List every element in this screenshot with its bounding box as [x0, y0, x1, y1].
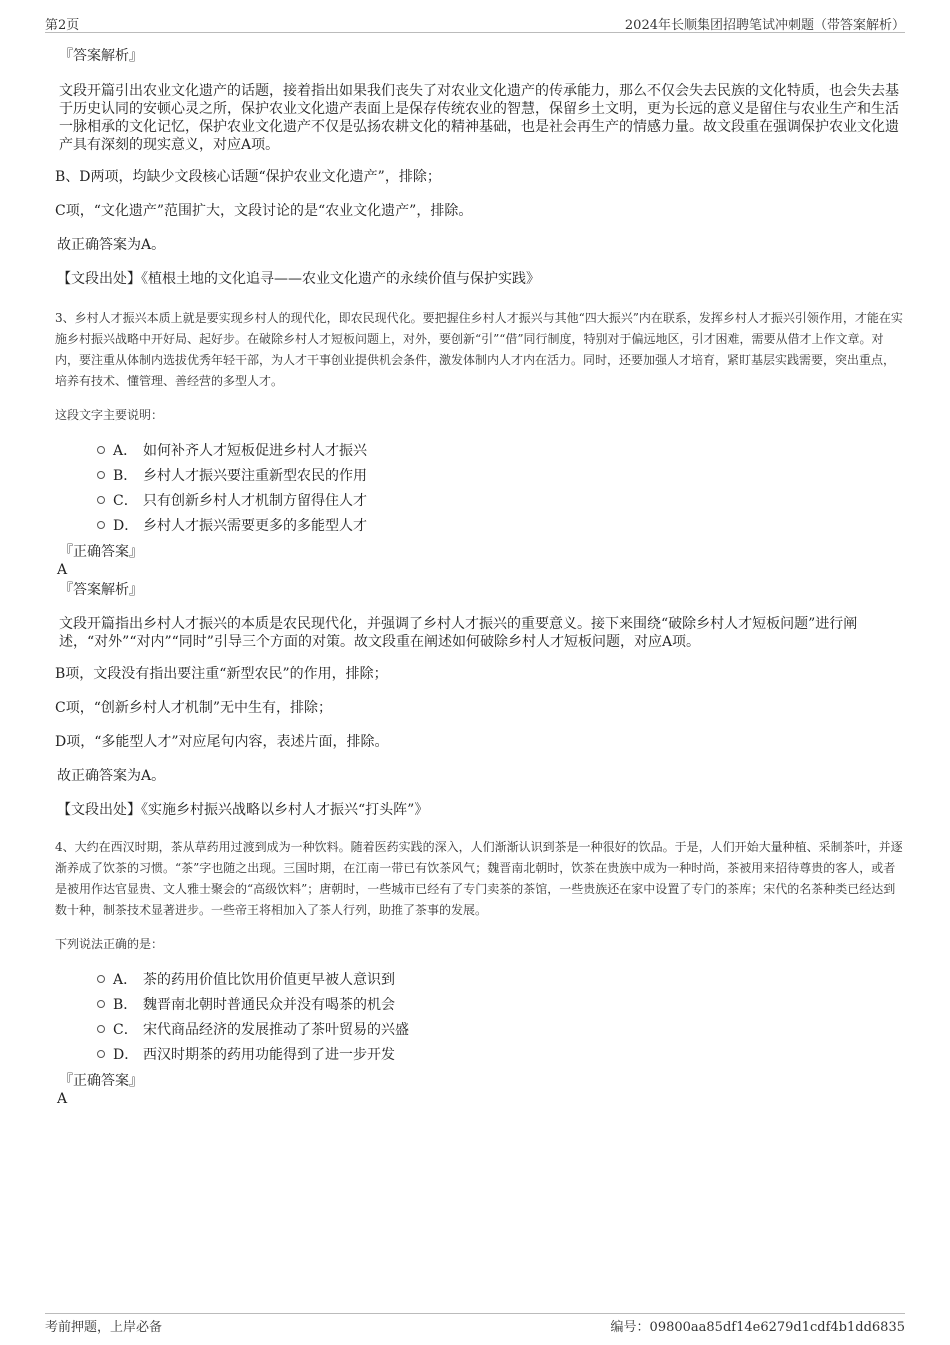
document-title: 2024年长顺集团招聘笔试冲刺题（带答案解析）	[624, 18, 905, 33]
question-3-prompt: 这段文字主要说明：	[55, 408, 164, 422]
question-4-passage: 4、大约在西汉时期，茶从草药用过渡到成为一种饮料。随着医药实践的深入，人们渐渐认识到茶是一种很好的饮品。于是，人们开始大量种植、采制茶叶，并逐渐养成了饮茶的习惯。“茶”字也随之出现。三国时期，在江南一带已有饮茶风气；魏晋南北朝时，饮茶在贵族中成为一种时尚，茶被用来招待尊贵的客人，或者是被用作达官显贵、文人雅士聚会的“高级饮料”；唐朝时，一些城市已经有了专门卖茶的茶馆，一些贵族还在家中设置了专门的茶库；宋代的名茶种类已经达到数十种，制茶技术显著进步。一些帝王将相加入了茶人行列，助推了茶事的发展。	[55, 840, 903, 917]
analysis-text: 文段开篇指出乡村人才振兴的本质是农民现代化，并强调了乡村人才振兴的重要意义。接下来围绕“破除乡村人才短板问题”进行阐述，“对外”“对内”“同时”引导三个方面的对策。故文段重在阐述如何破除乡村人才短板问题，对应A项。	[59, 616, 858, 650]
question-3-passage: 3、乡村人才振兴本质上就是要实现乡村人的现代化，即农民现代化。要把握住乡村人才振兴与其他“四大振兴”内在联系，发挥乡村人才振兴引领作用，才能在实施乡村振兴战略中开好局、起好步。在破除乡村人才短板问题上，对外，要创新“引”“借”同行制度，特别对于偏远地区，引才困难，需要从借才上作文章。对内，要注重从体制内选拔优秀年轻干部，为人才干事创业提供机会条件，激发体制内人才内在活力。同时，还要加强人才培育，紧盯基层实践需要，突出重点，培养有技术、懂管理、善经营的多型人才。	[55, 311, 903, 388]
analysis-c: C项，“文化遗产”范围扩大，文段讨论的是“农业文化遗产”，排除。	[55, 203, 473, 219]
option-text: 如何补齐人才短板促进乡村人才振兴	[143, 442, 367, 459]
radio-button-icon[interactable]	[97, 446, 105, 454]
radio-button-icon[interactable]	[97, 471, 105, 479]
question-4-prompt: 下列说法正确的是：	[55, 937, 164, 951]
analysis-c: C项，“创新乡村人才机制”无中生有，排除；	[55, 700, 333, 716]
option-letter: A．	[113, 971, 138, 988]
option-text: 魏晋南北朝时普通民众并没有喝茶的机会	[143, 996, 395, 1013]
correct-answer: A	[57, 1091, 68, 1107]
source-citation: 【文段出处】《植根土地的文化追寻——农业文化遗产的永续价值与保护实践》	[57, 271, 540, 287]
footer-slogan: 考前押题，上岸必备	[45, 1320, 163, 1335]
analysis-label: 『答案解析』	[59, 48, 143, 64]
option-text: 乡村人才振兴要注重新型农民的作用	[143, 467, 367, 484]
option-text: 宋代商品经济的发展推动了茶叶贸易的兴盛	[143, 1021, 409, 1038]
document-code: 编号：09800aa85df14e6279d1cdf4b1dd6835	[610, 1320, 905, 1335]
correct-answer-label: 『正确答案』	[59, 544, 143, 560]
analysis-label: 『答案解析』	[59, 582, 143, 598]
option-letter: D．	[113, 1046, 139, 1063]
source-citation: 【文段出处】《实施乡村振兴战略以乡村人才振兴“打头阵”》	[57, 802, 429, 818]
option-text: 西汉时期茶的药用功能得到了进一步开发	[143, 1046, 395, 1063]
page-header	[45, 14, 905, 33]
analysis-b: B项，文段没有指出要注重“新型农民”的作用，排除；	[55, 666, 388, 682]
option-c[interactable]	[97, 487, 905, 512]
question-4-options	[55, 966, 905, 1066]
option-c[interactable]	[97, 1016, 905, 1041]
correct-answer-label: 『正确答案』	[59, 1073, 143, 1089]
option-letter: B．	[113, 996, 138, 1013]
radio-button-icon[interactable]	[97, 1050, 105, 1058]
option-letter: C．	[113, 492, 138, 509]
radio-button-icon[interactable]	[97, 1000, 105, 1008]
option-text: 乡村人才振兴需要更多的多能型人才	[143, 517, 367, 534]
option-text: 只有创新乡村人才机制方留得住人才	[143, 492, 367, 509]
correct-answer: A	[57, 562, 68, 578]
option-letter: B．	[113, 467, 138, 484]
radio-button-icon[interactable]	[97, 521, 105, 529]
radio-button-icon[interactable]	[97, 1025, 105, 1033]
question-3-options	[55, 437, 905, 537]
option-d[interactable]	[97, 1041, 905, 1066]
page-number: 第2页	[45, 18, 80, 33]
radio-button-icon[interactable]	[97, 975, 105, 983]
option-text: 茶的药用价值比饮用价值更早被人意识到	[143, 971, 395, 988]
analysis-bd: B、D两项，均缺少文段核心话题“保护农业文化遗产”，排除；	[55, 169, 441, 185]
option-letter: D．	[113, 517, 139, 534]
option-letter: C．	[113, 1021, 138, 1038]
radio-button-icon[interactable]	[97, 496, 105, 504]
option-a[interactable]	[97, 437, 905, 462]
option-letter: A．	[113, 442, 138, 459]
option-b[interactable]	[97, 991, 905, 1016]
option-a[interactable]	[97, 966, 905, 991]
analysis-text: 文段开篇引出农业文化遗产的话题，接着指出如果我们丧失了对农业文化遗产的传承能力，那么不仅会失去民族的文化特质，也会失去基于历史认同的安顿心灵之所，保护农业文化遗产表面上是保存传统农业的智慧，保留乡土文明，更为长远的意义是留住与农业生产和生活一脉相承的文化记忆，保护农业文化遗产不仅是弘扬农耕文化的精神基础，也是社会再生产的情感力量。故文段重在强调保护农业文化遗产具有深刻的现实意义，对应A项。	[59, 83, 899, 153]
page-content	[55, 42, 905, 1108]
analysis-conclusion: 故正确答案为A。	[57, 768, 166, 784]
page-footer	[45, 1313, 905, 1335]
option-b[interactable]	[97, 462, 905, 487]
analysis-conclusion: 故正确答案为A。	[57, 237, 166, 253]
analysis-d: D项，“多能型人才”对应尾句内容，表述片面，排除。	[55, 734, 389, 750]
option-d[interactable]	[97, 512, 905, 537]
